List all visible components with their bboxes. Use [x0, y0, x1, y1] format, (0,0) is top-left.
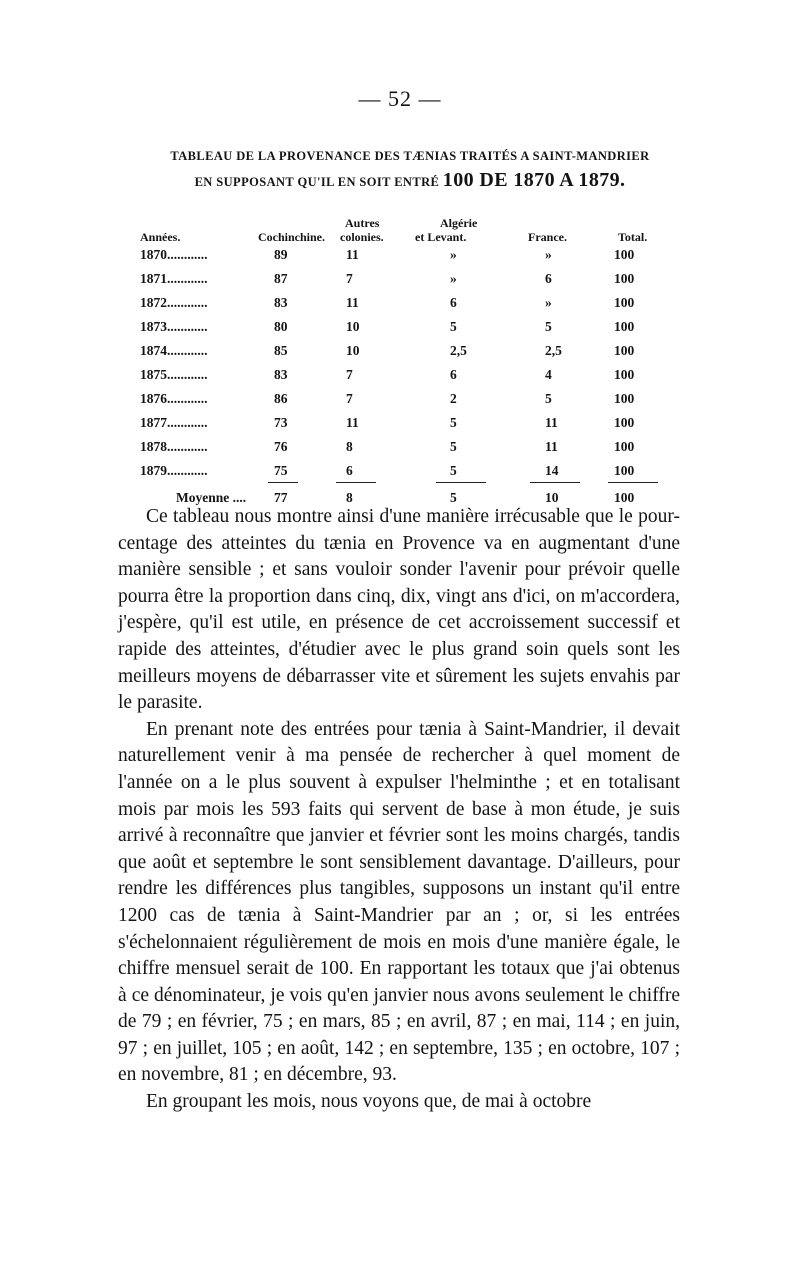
header-annees: Années.	[140, 230, 181, 244]
table-title	[140, 144, 680, 194]
cell-average-france: 10	[545, 490, 559, 505]
page-number: — 52 —	[358, 86, 442, 111]
cell-cochinchine: 83	[274, 367, 288, 382]
table-row	[140, 367, 660, 389]
cell-algerie: 2	[450, 391, 457, 406]
cell-average-algerie: 5	[450, 490, 457, 505]
table-title-line-2	[140, 168, 680, 194]
cell-cochinchine: 83	[274, 295, 288, 310]
cell-cochinchine: 89	[274, 247, 288, 262]
table-row	[140, 271, 660, 293]
cell-france: 14	[545, 463, 559, 478]
cell-france: 4	[545, 367, 552, 382]
table-rule	[336, 482, 376, 483]
cell-cochinchine: 87	[274, 271, 288, 286]
header-autres-bottom: colonies.	[340, 230, 384, 244]
cell-autres-colonies: 11	[346, 295, 359, 310]
cell-algerie: 5	[450, 439, 457, 454]
cell-total: 100	[614, 367, 635, 382]
table-title-line-2-text: EN SUPPOSANT QU'IL EN SOIT ENTRÉ	[194, 175, 440, 189]
cell-year: 1872............	[140, 295, 208, 310]
cell-total: 100	[614, 439, 635, 454]
cell-autres-colonies: 11	[346, 247, 359, 262]
cell-algerie: 2,5	[450, 343, 467, 358]
cell-france: »	[545, 295, 552, 310]
cell-average-autres: 8	[346, 490, 353, 505]
paragraph: Ce tableau nous montre ainsi d'une manière irrécusable que le pour-centage des atteintes du tænia en Provence va en augmentant d'une manière sensible ; et sans vouloir sonder l'avenir pour prévoir quelle pourra être la proportion dans cinq, dix, vingt ans d'ici, on m'accordera, j'espère, qu'il est utile, en présence de cet accroissement successif et rapide des atteintes, d'étudier avec le plus grand soin quels sont les meilleurs moyens de débarrasser vite et sûrement les sujets envahis par le parasite.	[118, 506, 680, 714]
cell-france: 11	[545, 439, 558, 454]
cell-autres-colonies: 7	[346, 271, 353, 286]
header-cochinchine: Cochinchine.	[258, 230, 326, 244]
cell-algerie: »	[450, 271, 457, 286]
table-rule	[530, 482, 580, 483]
cell-autres-colonies: 10	[346, 319, 360, 334]
cell-year: 1870............	[140, 247, 208, 262]
header-total: Total.	[618, 230, 648, 244]
table-average-row	[140, 460, 660, 505]
table-row	[140, 295, 660, 317]
cell-france: »	[545, 247, 552, 262]
cell-autres-colonies: 7	[346, 391, 353, 406]
cell-total: 100	[614, 415, 635, 430]
cell-year: 1873............	[140, 319, 208, 334]
cell-year: 1877............	[140, 415, 208, 430]
table-rule	[436, 482, 486, 483]
cell-total: 100	[614, 463, 635, 478]
paragraph: En groupant les mois, nous voyons que, de mai à octobre	[146, 1091, 592, 1113]
cell-autres-colonies: 10	[346, 343, 360, 358]
cell-algerie: »	[450, 247, 457, 262]
table-row	[140, 319, 660, 341]
cell-year: 1871............	[140, 271, 208, 286]
table-row	[140, 343, 660, 365]
cell-cochinchine: 76	[274, 439, 288, 454]
header-france: France.	[528, 230, 567, 244]
cell-total: 100	[614, 391, 635, 406]
cell-cochinchine: 86	[274, 391, 288, 406]
cell-cochinchine: 80	[274, 319, 288, 334]
cell-algerie: 6	[450, 295, 457, 310]
table-rule	[608, 482, 658, 483]
cell-year: 1874............	[140, 343, 208, 358]
cell-year: 1879............	[140, 463, 208, 478]
paragraph: En prenant note des entrées pour tænia à Saint-Mandrier, il devait naturellement venir à ma pensée de rechercher à quel moment de l'année on a le plus souvent à expulser l'helminthe ; et en totalisant mois par mois les 593 faits qui servent de base à mon étude, je suis arrivé à reconnaître que janvier et février sont les moins chargés, tandis que août et septembre le sont sensiblement davantage. D'ailleurs, pour rendre les différences plus tangibles, supposons un instant qu'il entre 1200 cas de tænia à Saint-Mandrier par an ; or, si les entrées s'échelonnaient régulièrement de mois en mois d'une manière égale, le chiffre mensuel serait de 100. En rapportant les totaux que j'ai obtenus à ce dénominateur, je vois qu'en janvier nous avons seulement le chiffre de 79 ; en février, 75 ; en mars, 85 ; en avril, 87 ; en mai, 114 ; en juin, 97 ; en juillet, 105 ; en août, 142 ; en septembre, 135 ; en octobre, 107 ; en novembre, 81 ; en décembre, 93.	[118, 718, 680, 1086]
cell-cochinchine: 73	[274, 415, 288, 430]
cell-total: 100	[614, 319, 635, 334]
body-text	[118, 504, 680, 1116]
cell-average-cochinchine: 77	[274, 490, 288, 505]
table-row	[140, 439, 660, 478]
cell-france: 2,5	[545, 343, 562, 358]
cell-total: 100	[614, 247, 635, 262]
table-title-line-1: TABLEAU DE LA PROVENANCE DES TÆNIAS TRAITÉS A SAINT-MANDRIER	[170, 149, 650, 163]
header-algerie-bottom: et Levant.	[415, 230, 467, 244]
table-row	[140, 247, 660, 269]
cell-cochinchine: 85	[274, 343, 288, 358]
cell-total: 100	[614, 295, 635, 310]
header-autres-top: Autres	[345, 216, 380, 230]
table-row	[140, 391, 660, 413]
cell-france: 11	[545, 415, 558, 430]
cell-autres-colonies: 6	[346, 463, 353, 478]
cell-total: 100	[614, 271, 635, 286]
cell-autres-colonies: 7	[346, 367, 353, 382]
cell-algerie: 5	[450, 415, 457, 430]
cell-autres-colonies: 11	[346, 415, 359, 430]
table-title-line-2-years: 100 DE 1870 A 1879.	[442, 169, 626, 191]
table-row	[140, 415, 660, 437]
cell-france: 5	[545, 319, 552, 334]
cell-france: 6	[545, 271, 552, 286]
cell-algerie: 6	[450, 367, 457, 382]
cell-year: 1876............	[140, 391, 208, 406]
cell-average-label: Moyenne ....	[176, 490, 247, 505]
cell-average-total: 100	[614, 490, 635, 505]
cell-algerie: 5	[450, 319, 457, 334]
cell-year: 1875............	[140, 367, 208, 382]
cell-total: 100	[614, 343, 635, 358]
cell-france: 5	[545, 391, 552, 406]
header-algerie-top: Algérie	[440, 216, 478, 230]
cell-year: 1878............	[140, 439, 208, 454]
cell-cochinchine: 75	[274, 463, 288, 478]
cell-algerie: 5	[450, 463, 457, 478]
cell-autres-colonies: 8	[346, 439, 353, 454]
table-rule	[268, 482, 298, 483]
